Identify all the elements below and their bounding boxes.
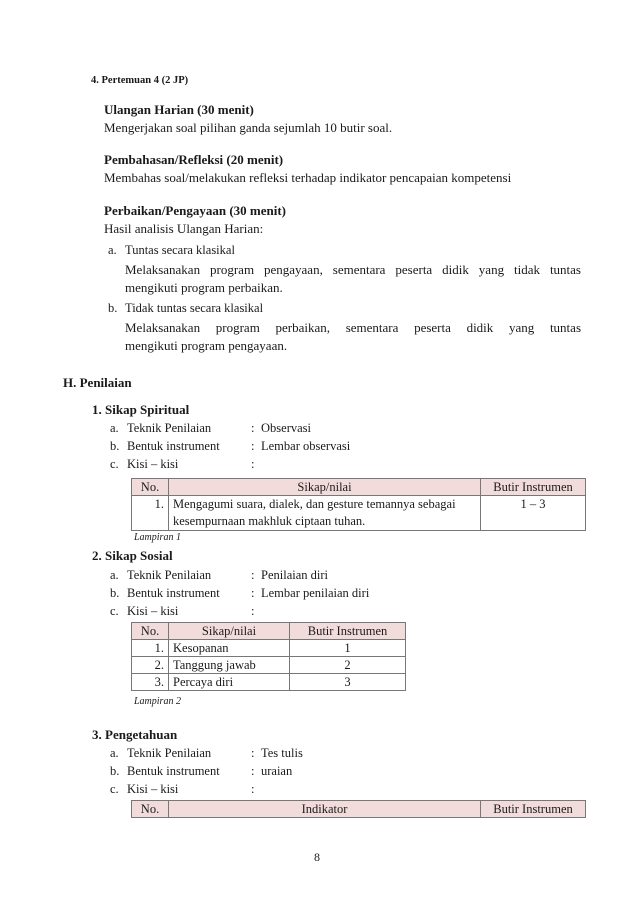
info-key: Kisi – kisi <box>127 782 179 796</box>
table-header-row <box>132 623 406 640</box>
cell-butir: 1 <box>290 640 406 657</box>
cell-nilai: Kesopanan <box>169 640 290 657</box>
pengetahuan-table <box>131 800 586 818</box>
pengetahuan-title: 3. Pengetahuan <box>92 727 178 742</box>
info-label: c. <box>110 782 119 796</box>
table-header-row <box>132 801 586 818</box>
table-row <box>132 496 586 531</box>
info-label: b. <box>110 586 120 600</box>
col-header-no: No. <box>132 623 169 640</box>
info-colon: : <box>251 586 255 600</box>
perbaikan-text: Hasil analisis Ulangan Harian: <box>104 221 264 236</box>
info-colon: : <box>251 764 255 778</box>
info-value: Observasi <box>261 421 311 435</box>
info-key: Kisi – kisi <box>127 604 179 618</box>
col-header-nilai: Sikap/nilai <box>169 623 290 640</box>
col-header-nilai: Sikap/nilai <box>169 479 481 496</box>
cell-no: 3. <box>132 674 169 691</box>
cell-butir: 3 <box>290 674 406 691</box>
info-colon: : <box>251 439 255 453</box>
info-colon: : <box>251 604 255 618</box>
info-label: a. <box>110 421 119 435</box>
cell-butir: 1 – 3 <box>481 496 586 531</box>
info-colon: : <box>251 421 255 435</box>
info-value: uraian <box>261 764 293 778</box>
col-header-butir: Butir Instrumen <box>481 479 586 496</box>
lampiran-label: Lampiran 2 <box>134 696 181 707</box>
info-label: b. <box>110 439 120 453</box>
info-colon: : <box>251 457 255 471</box>
list-text-a-line1: Melaksanakan program pengayaan, sementara peserta didik yang tidak tuntas <box>125 262 581 277</box>
info-key: Teknik Penilaian <box>127 746 212 760</box>
info-label: c. <box>110 457 119 471</box>
col-header-butir: Butir Instrumen <box>481 801 586 818</box>
cell-butir: 2 <box>290 657 406 674</box>
pembahasan-text: Membahas soal/melakukan refleksi terhadap indikator pencapaian kompetensi <box>104 170 512 185</box>
col-header-no: No. <box>132 479 169 496</box>
info-key: Bentuk instrument <box>127 586 220 600</box>
pembahasan-heading: Pembahasan/Refleksi (20 menit) <box>104 152 284 167</box>
sosial-table <box>131 622 406 691</box>
page-number: 8 <box>314 850 320 864</box>
list-text-b-line2: mengikuti program pengayaan. <box>125 338 288 353</box>
cell-nilai: Mengagumi suara, dialek, dan gesture temannya sebagai kesempurnaan makhluk ciptaan tuhan. <box>169 496 481 531</box>
info-value: Lembar observasi <box>261 439 351 453</box>
list-label-a: a. <box>108 243 117 257</box>
ulangan-heading: Ulangan Harian (30 menit) <box>104 102 254 117</box>
cell-nilai: Tanggung jawab <box>169 657 290 674</box>
info-key: Bentuk instrument <box>127 764 220 778</box>
table-header-row <box>132 479 586 496</box>
col-header-butir: Butir Instrumen <box>290 623 406 640</box>
table-row <box>132 657 406 674</box>
cell-nilai: Percaya diri <box>169 674 290 691</box>
list-title-b: Tidak tuntas secara klasikal <box>125 301 264 315</box>
info-key: Kisi – kisi <box>127 457 179 471</box>
list-label-b: b. <box>108 301 118 315</box>
info-label: b. <box>110 764 120 778</box>
info-label: a. <box>110 568 119 582</box>
cell-no: 2. <box>132 657 169 674</box>
info-value: Lembar penilaian diri <box>261 586 370 600</box>
list-text-b-line1: Melaksanakan program perbaikan, sementara peserta didik yang tuntas <box>125 320 581 335</box>
info-colon: : <box>251 568 255 582</box>
info-key: Bentuk instrument <box>127 439 220 453</box>
info-colon: : <box>251 746 255 760</box>
info-label: c. <box>110 604 119 618</box>
table-row <box>132 674 406 691</box>
list-text-a-line2: mengikuti program perbaikan. <box>125 280 283 295</box>
perbaikan-heading: Perbaikan/Pengayaan (30 menit) <box>104 203 286 218</box>
col-header-indikator: Indikator <box>169 801 481 818</box>
info-colon: : <box>251 782 255 796</box>
info-value: Tes tulis <box>261 746 303 760</box>
sosial-title: 2. Sikap Sosial <box>92 548 173 563</box>
info-key: Teknik Penilaian <box>127 568 212 582</box>
spiritual-table <box>131 478 586 531</box>
cell-no: 1. <box>132 496 169 531</box>
cell-no: 1. <box>132 640 169 657</box>
info-key: Teknik Penilaian <box>127 421 212 435</box>
spiritual-title: 1. Sikap Spiritual <box>92 402 190 417</box>
table-row <box>132 640 406 657</box>
ulangan-text: Mengerjakan soal pilihan ganda sejumlah 10 butir soal. <box>104 120 393 135</box>
lampiran-label: Lampiran 1 <box>134 532 181 543</box>
col-header-no: No. <box>132 801 169 818</box>
penilaian-heading: H. Penilaian <box>63 375 132 390</box>
info-value: Penilaian diri <box>261 568 328 582</box>
list-title-a: Tuntas secara klasikal <box>125 243 235 257</box>
info-label: a. <box>110 746 119 760</box>
pertemuan-title: 4. Pertemuan 4 (2 JP) <box>91 75 189 86</box>
